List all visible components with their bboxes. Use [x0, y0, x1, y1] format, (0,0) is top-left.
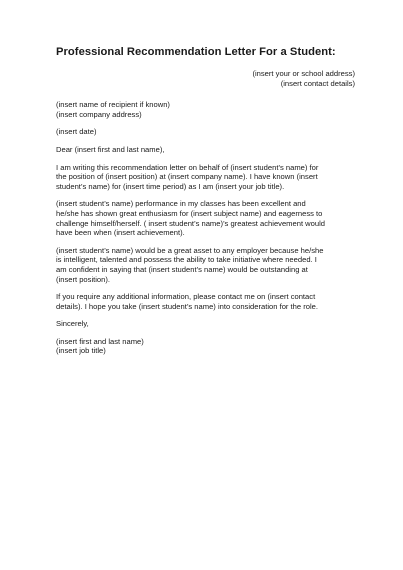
sender-line: (insert your or school address) — [252, 69, 355, 78]
paragraph-line: (insert student’s name) would be a great asset to any employer because he/she — [56, 245, 324, 255]
paragraph-line: is intelligent, talented and possess the ability to take initiative where needed. I — [56, 255, 317, 265]
recipient-address — [56, 100, 356, 119]
paragraph-line: (insert student’s name) performance in my classes has been excellent and — [56, 199, 306, 209]
paragraph-line: I am writing this recommendation letter on behalf of (insert student’s name) for — [56, 162, 319, 172]
paragraph-line: details). I hope you take (insert student’s name) into consideration for the role. — [56, 301, 318, 311]
paragraph-3 — [56, 246, 356, 284]
signature-line: (insert first and last name) — [56, 336, 144, 346]
salutation-line: Dear (insert first and last name), — [56, 144, 165, 154]
paragraph-line: am confident in saying that (insert student’s name) would be outstanding at — [56, 264, 308, 274]
letter-date — [56, 127, 356, 137]
sender-line: (insert contact details) — [280, 78, 355, 88]
recipient-line: (insert company address) — [56, 109, 142, 119]
paragraph-line: student’s name) for (insert time period) as I am (insert your job title). — [56, 181, 285, 191]
paragraph-1 — [56, 163, 356, 192]
closing-line: Sincerely, — [56, 319, 89, 329]
signature-line: (insert job title) — [56, 346, 106, 356]
paragraph-4 — [56, 292, 356, 311]
document-title: Professional Recommendation Letter For a Student: — [56, 46, 336, 58]
date-line: (insert date) — [56, 127, 97, 137]
closing — [56, 319, 356, 329]
recipient-line: (insert name of recipient if known) — [56, 100, 170, 110]
paragraph-line: the position of (insert position) at (insert company name). I have known (insert — [56, 172, 318, 182]
paragraph-line: (insert position). — [56, 274, 111, 284]
paragraph-line: he/she has shown great enthusiasm for (insert subject name) and eagerness to — [56, 208, 323, 218]
signature-block — [56, 337, 356, 356]
paragraph-line: challenge himself/herself. ( insert student’s name)’s greatest achievement would — [56, 218, 326, 228]
paragraph-line: If you require any additional information, please contact me on (insert contact — [56, 292, 316, 302]
salutation — [56, 145, 356, 155]
sender-address — [56, 69, 355, 88]
paragraph-2 — [56, 199, 356, 237]
paragraph-line: have been when (insert achievement). — [56, 228, 185, 238]
letter-body — [56, 45, 356, 356]
